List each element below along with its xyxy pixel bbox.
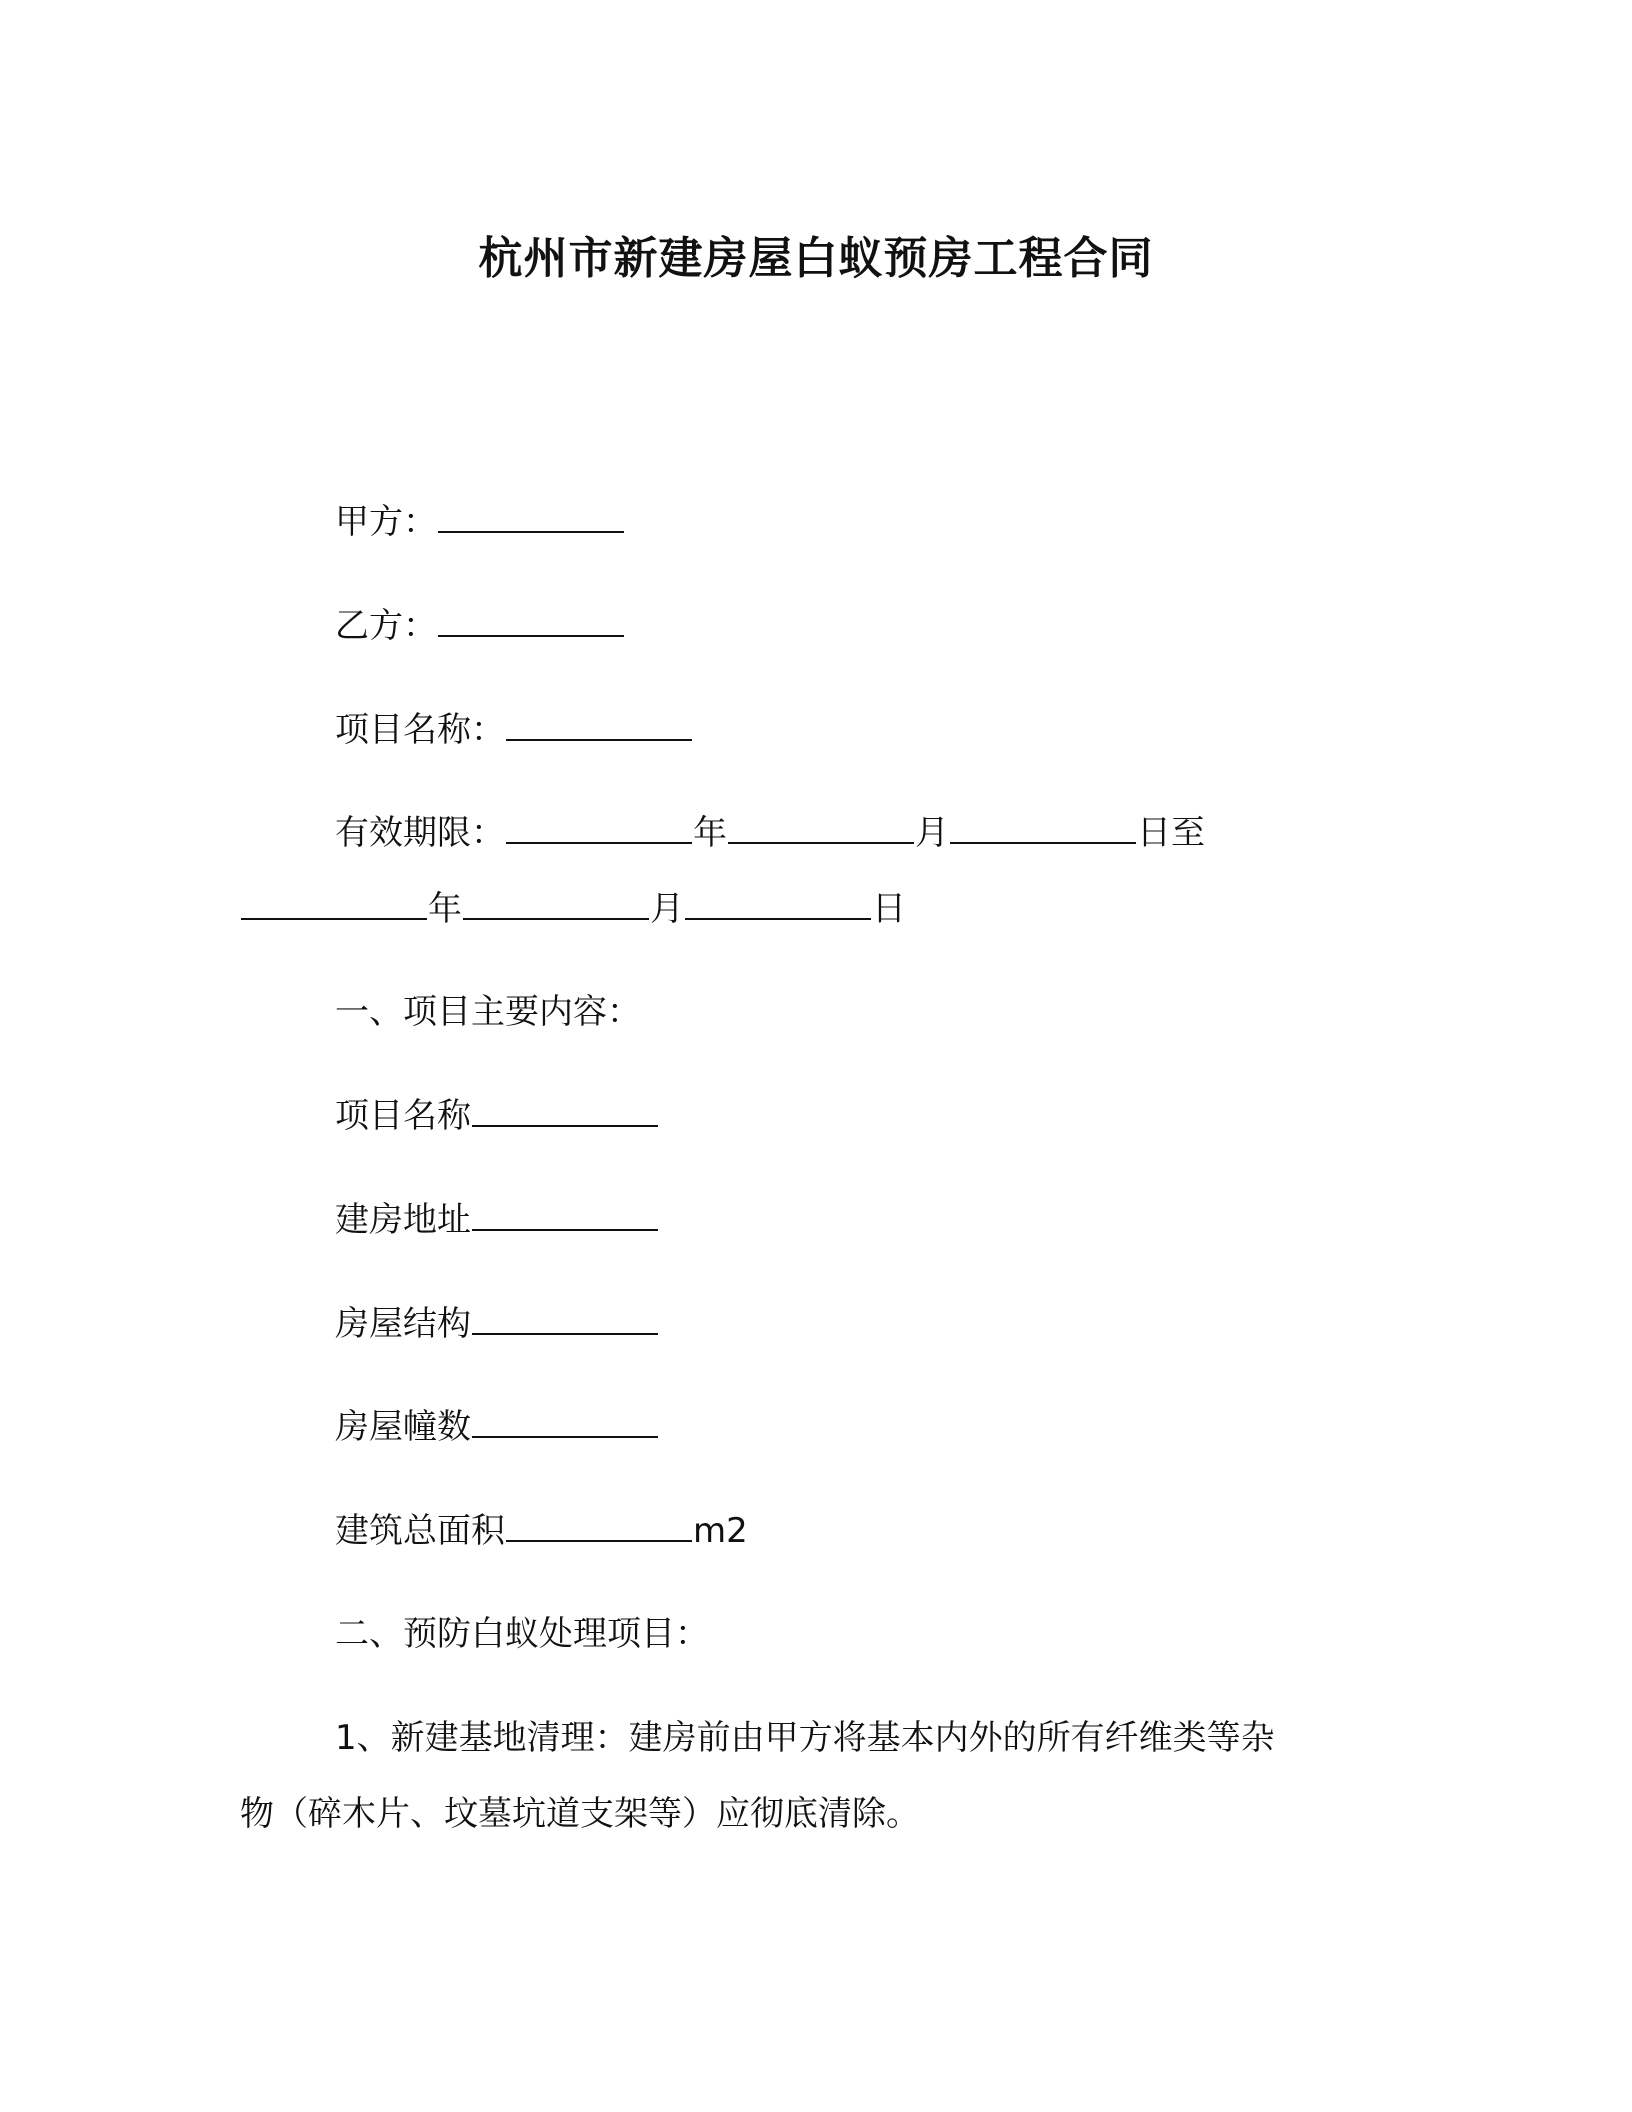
party-a-blank[interactable] (438, 497, 624, 533)
area-unit: m2 (693, 1511, 748, 1551)
end-day-label: 日 (872, 889, 906, 929)
party-b-line (335, 601, 625, 650)
section2-heading: 二、预防白蚁处理项目： (335, 1614, 709, 1654)
item-address-blank[interactable] (472, 1195, 658, 1231)
item-total-area-line (335, 1506, 748, 1555)
start-month-blank[interactable] (728, 808, 914, 844)
end-day-blank[interactable] (685, 884, 871, 920)
start-year-label: 年 (693, 813, 727, 853)
end-month-blank[interactable] (463, 884, 649, 920)
end-month-label: 月 (650, 889, 684, 929)
project-name-blank[interactable] (506, 705, 692, 741)
project-name-label: 项目名称： (335, 710, 505, 750)
item-address-label: 建房地址 (335, 1200, 471, 1240)
clause1-line2: 物（碎木片、坟墓坑道支架等）应彻底清除。 (240, 1794, 920, 1834)
party-a-label: 甲方： (335, 502, 437, 542)
party-a-line (335, 497, 625, 546)
validity-label: 有效期限： (335, 813, 505, 853)
item-project-name-line (335, 1091, 659, 1140)
item-structure-label: 房屋结构 (335, 1304, 471, 1344)
item-building-count-blank[interactable] (472, 1402, 658, 1438)
start-day-blank[interactable] (950, 808, 1136, 844)
section1-heading: 一、项目主要内容： (335, 992, 641, 1032)
party-b-label: 乙方： (335, 606, 437, 646)
start-year-blank[interactable] (506, 808, 692, 844)
item-building-count-label: 房屋幢数 (335, 1407, 471, 1447)
end-year-label: 年 (428, 889, 462, 929)
item-structure-blank[interactable] (472, 1299, 658, 1335)
document-title: 杭州市新建房屋白蚁预房工程合同 (478, 233, 1154, 284)
item-total-area-blank[interactable] (506, 1506, 692, 1542)
end-year-blank[interactable] (241, 884, 427, 920)
validity-line-2 (240, 884, 906, 933)
party-b-blank[interactable] (438, 601, 624, 637)
project-name-line (335, 705, 693, 754)
item-total-area-label: 建筑总面积 (335, 1511, 505, 1551)
validity-line-1 (335, 808, 1205, 857)
item-project-name-label: 项目名称 (335, 1096, 471, 1136)
item-project-name-blank[interactable] (472, 1091, 658, 1127)
start-month-label: 月 (915, 813, 949, 853)
item-address-line (335, 1195, 659, 1244)
item-building-count-line (335, 1402, 659, 1451)
clause1-line1: 1、新建基地清理：建房前由甲方将基本内外的所有纤维类等杂 (335, 1718, 1275, 1758)
start-day-to-label: 日至 (1137, 813, 1205, 853)
item-structure-line (335, 1299, 659, 1348)
